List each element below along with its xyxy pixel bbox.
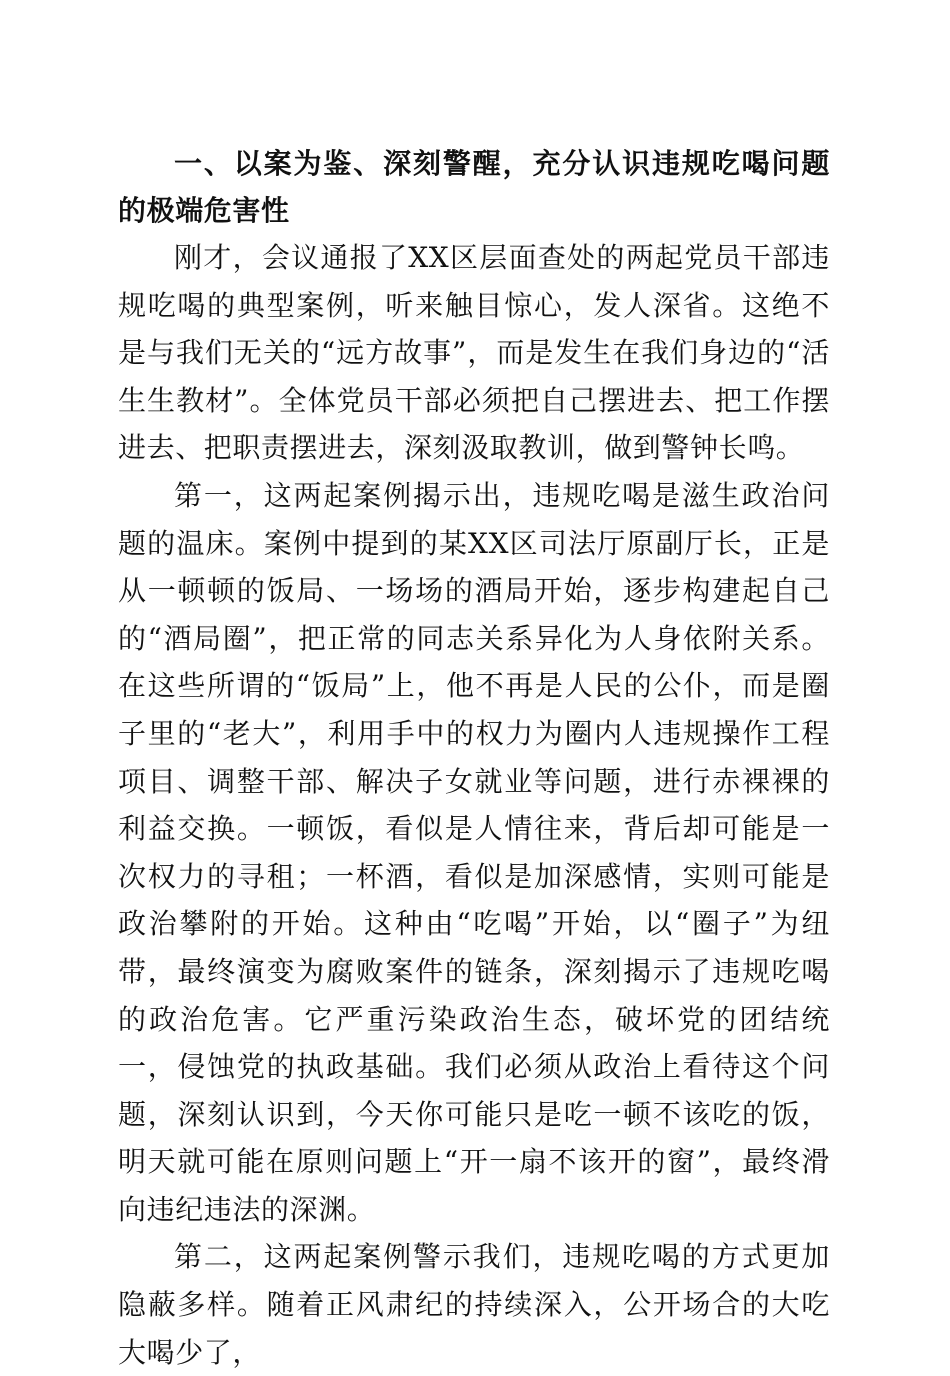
paragraph-first-point: 第一，这两起案例揭示出，违规吃喝是滋生政治问题的温床。案例中提到的某XX区司法厅原副厅长，正是从一顿顿的饭局、一场场的酒局开始，逐步构建起自己的“酒局圈”，把正常的同志关系异化为人身依附关系。在这些所谓的“饭局”上，他不再是人民的公仆，而是圈子里的“老大”，利用手中的权力为圈内人违规操作工程项目、调整干部、解决子女就业等问题，进行赤裸裸的利益交换。一顿饭，看似是人情往来，背后却可能是一次权力的寻租；一杯酒，看似是加深感情，实则可能是政治攀附的开始。这种由“吃喝”开始，以“圈子”为纽带，最终演变为腐败案件的链条，深刻揭示了违规吃喝的政治危害。它严重污染政治生态，破坏党的团结统一，侵蚀党的执政基础。我们必须从政治上看待这个问题，深刻认识到，今天你可能只是吃一顿不该吃的饭，明天就可能在原则问题上“开一扇不该开的窗”，最终滑向违纪违法的深渊。 <box>118 478 830 1226</box>
paragraph-intro: 刚才，会议通报了XX区层面查处的两起党员干部违规吃喝的典型案例，听来触目惊心，发人深省。这绝不是与我们无关的“远方故事”，而是发生在我们身边的“活生生教材”。全体党员干部必须把自己摆进去、把工作摆进去、把职责摆进去，深刻汲取教训，做到警钟长鸣。 <box>118 241 830 465</box>
document-body <box>118 140 830 1376</box>
paragraph-second-point: 第二，这两起案例警示我们，违规吃喝的方式更加隐蔽多样。随着正风肃纪的持续深入，公开场合的大吃大喝少了， <box>118 1240 830 1369</box>
section-heading: 一、以案为鉴、深刻警醒，充分认识违规吃喝问题的极端危害性 <box>118 147 830 227</box>
